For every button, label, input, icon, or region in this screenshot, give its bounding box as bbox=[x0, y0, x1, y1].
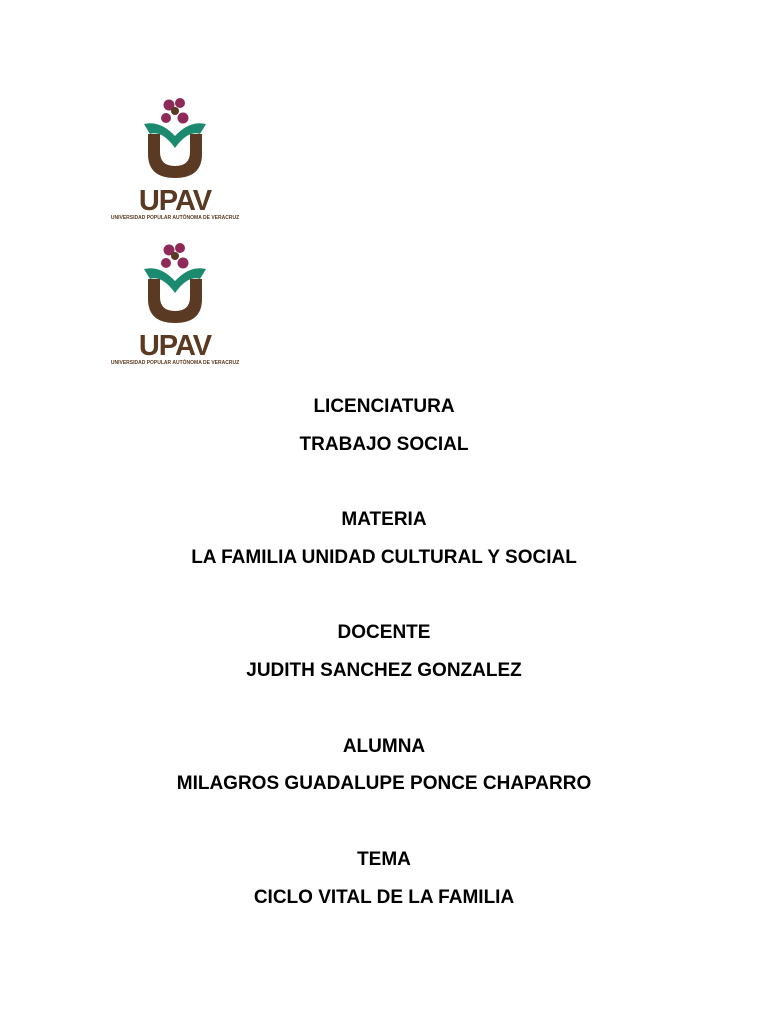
topic-label: TEMA bbox=[357, 849, 411, 870]
subject-value: LA FAMILIA UNIDAD CULTURAL Y SOCIAL bbox=[191, 547, 577, 568]
subject-label: MATERIA bbox=[341, 509, 427, 530]
upav-emblem-icon bbox=[108, 241, 242, 371]
svg-text:UPAV: UPAV bbox=[138, 330, 212, 362]
degree-label: LICENCIATURA bbox=[313, 396, 455, 417]
svg-text:UPAV: UPAV bbox=[138, 185, 212, 217]
upav-tagline: UNIVERSIDAD POPULAR AUTÓNOMA DE VERACRUZ bbox=[110, 215, 240, 221]
upav-emblem-icon bbox=[108, 96, 242, 226]
upav-logo bbox=[108, 96, 242, 226]
student-value: MILAGROS GUADALUPE PONCE CHAPARRO bbox=[176, 773, 592, 794]
student-label: ALUMNA bbox=[342, 736, 426, 757]
topic-value: CICLO VITAL DE LA FAMILIA bbox=[253, 887, 515, 908]
upav-tagline: UNIVERSIDAD POPULAR AUTÓNOMA DE VERACRUZ bbox=[110, 360, 240, 366]
teacher-label: DOCENTE bbox=[337, 622, 431, 643]
upav-logo bbox=[108, 241, 242, 371]
teacher-value: JUDITH SANCHEZ GONZALEZ bbox=[246, 660, 522, 681]
degree-value: TRABAJO SOCIAL bbox=[299, 434, 469, 455]
